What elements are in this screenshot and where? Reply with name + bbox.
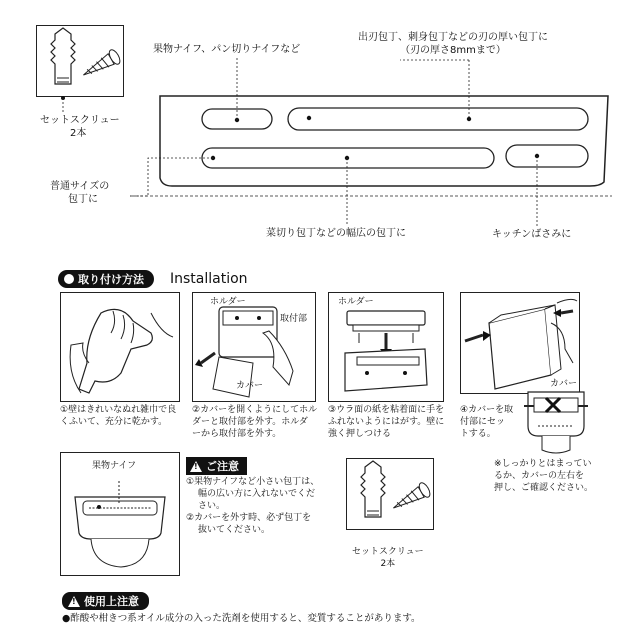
caution-badge	[186, 457, 247, 475]
step1-line2: くふいて、充分に乾かす。	[60, 417, 168, 427]
caution-line3: さい。	[198, 501, 226, 511]
caution-line5: 抜いてください。	[198, 525, 271, 535]
step3-line2: ふれないようにはがす。壁に	[328, 417, 445, 427]
caution-line1: ①果物ナイフなど小さい包丁は、	[186, 477, 320, 487]
step2-label-cover: カバー	[236, 381, 264, 391]
step4-text	[460, 404, 513, 440]
label-thick-knife-line1: 出刃包丁、刺身包丁などの刃の厚い包丁に	[358, 32, 548, 43]
step4-line3: トする。	[460, 429, 496, 439]
screw-label-2-line2: 2本	[380, 559, 396, 569]
label-normal-knife-line2: 包丁に	[68, 194, 98, 205]
bullet-icon	[64, 274, 74, 284]
step2-line2: ダーと取付部を外す。ホルダ	[192, 417, 308, 427]
cover-check-illustration	[520, 386, 592, 458]
check-note	[494, 458, 593, 494]
screw-anchor-box-2	[346, 458, 434, 530]
step4-line1: ④カバーを取	[460, 405, 514, 415]
step3-line3: 強く押しつける	[328, 429, 392, 439]
fruit-knife-label: 果物ナイフ	[92, 461, 137, 471]
wiping-hand-illustration	[61, 293, 179, 401]
check-note-line1: ※しっかりとはまってい	[494, 459, 592, 469]
usage-badge	[62, 592, 149, 610]
top-screw-label-line2: 2本	[70, 128, 87, 139]
check-note-line3: 押し、ご確認ください。	[494, 483, 594, 493]
caution-badge-label: ご注意	[206, 460, 239, 473]
usage-badge-label: 使用上注意	[84, 595, 139, 608]
check-note-line2: るか、カバーの左右を	[494, 471, 585, 481]
step3-line1: ③ウラ面の紙を粘着面に手を	[328, 405, 445, 415]
label-fruit-knife: 果物ナイフ、パン切りナイフなど	[153, 44, 301, 55]
label-thick-knife	[358, 31, 548, 57]
caution-line4: ②カバーを外す時、必ず包丁を	[186, 513, 312, 523]
step2-label-holder: ホルダー	[210, 297, 246, 307]
screw-label-2	[352, 546, 424, 570]
label-thick-knife-line2: （刃の厚さ8mmまで）	[400, 45, 506, 56]
step2-line1: ②カバーを開くようにしてホル	[192, 405, 318, 415]
install-badge	[58, 270, 154, 288]
step4-line2: 付部にセッ	[460, 417, 506, 427]
step3-panel	[328, 292, 444, 402]
label-normal-knife-line1: 普通サイズの	[50, 181, 110, 192]
step1-panel	[60, 292, 180, 402]
step4-label-cover: カバー	[550, 379, 578, 389]
install-badge-label: 取り付け方法	[78, 273, 144, 286]
step2-line3: ーから取付部を外す。	[192, 429, 282, 439]
step2-label-mount: 取付部	[280, 314, 308, 324]
label-scissors: キッチンばさみに	[492, 229, 572, 240]
step3-label-holder: ホルダー	[338, 297, 374, 307]
step1-line1: ①壁はきれいなぬれ雑巾で良	[60, 405, 177, 415]
warning-icon-2: !	[68, 596, 80, 607]
usage-text: ●酢酸や柑きつ系オイル成分の入った洗剤を使用すると、変質することがあります。	[62, 613, 421, 624]
caution-line2: 幅の広い方に入れないでくだ	[198, 489, 316, 499]
label-normal-knife	[50, 180, 109, 206]
screw-anchor-illustration-2	[347, 459, 433, 529]
caution-text	[186, 476, 319, 536]
screw-label-2-line1: セットスクリュー	[352, 547, 424, 557]
step1-text	[60, 404, 176, 428]
attach-mount-illustration	[329, 293, 443, 401]
step3-text	[328, 404, 444, 440]
top-screw-label-line1: セットスクリュー	[40, 115, 120, 126]
warning-icon: !	[190, 461, 202, 472]
step2-text	[192, 404, 317, 440]
label-wide-knife: 菜切り包丁などの幅広の包丁に	[266, 228, 406, 239]
install-title: Installation	[170, 271, 248, 287]
